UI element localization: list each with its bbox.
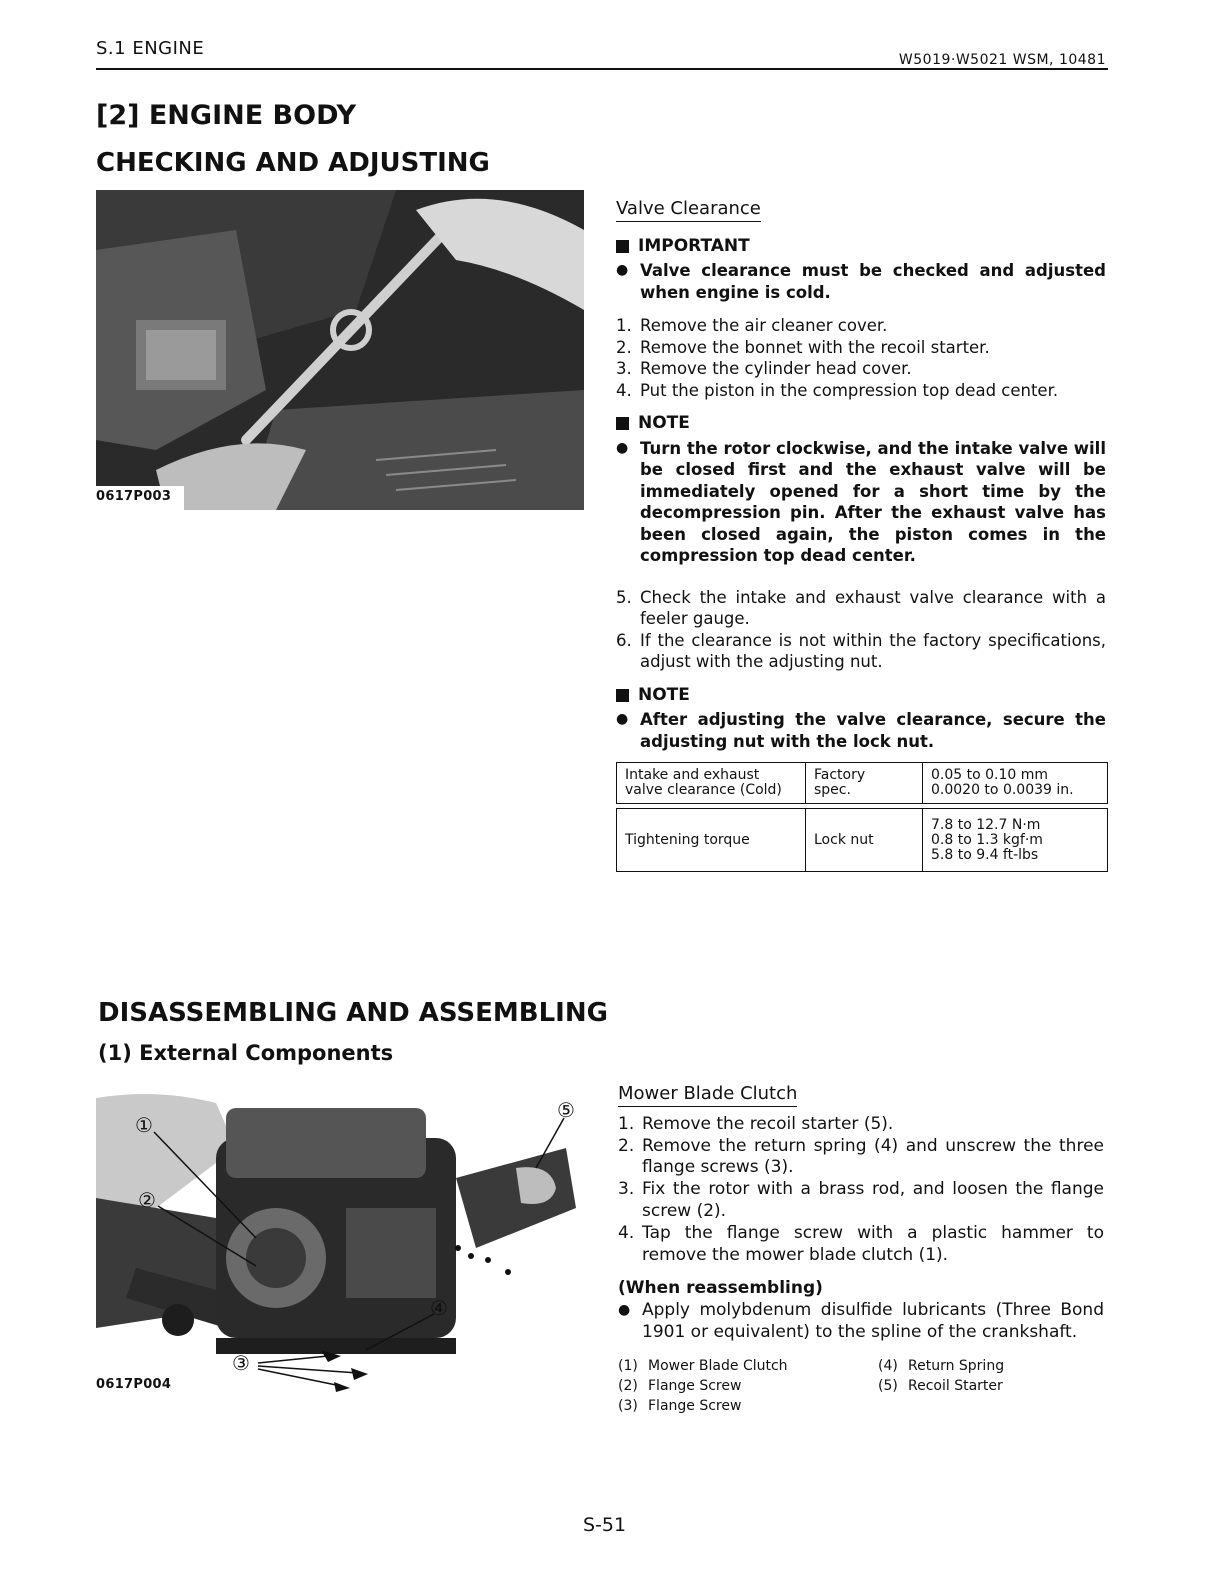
section-heading-checking: CHECKING AND ADJUSTING xyxy=(96,148,490,178)
square-bullet-icon xyxy=(616,689,629,702)
running-header-docref: W5019·W5021 WSM, 10481 xyxy=(898,52,1106,68)
reassembly-heading: (When reassembling) xyxy=(618,1278,823,1299)
list-item: 2. Remove the bonnet with the recoil starter. xyxy=(616,337,990,357)
callout-1: ① xyxy=(135,1113,153,1137)
list-item: 4. Tap the flange screw with a plastic hammer to remove the mower blade clutch (1). xyxy=(618,1222,1104,1265)
valve-clearance-heading: Valve Clearance xyxy=(616,198,761,222)
note-callout-2 xyxy=(616,685,1106,707)
square-bullet-icon xyxy=(616,417,629,430)
table-cell: Intake and exhaust valve clearance (Cold) xyxy=(617,763,806,804)
mower-clutch-column xyxy=(618,1083,1104,1416)
photo-label-2: 0617P004 xyxy=(96,1377,172,1392)
list-item: 5. Check the intake and exhaust valve clearance with a feeler gauge. xyxy=(616,587,1106,628)
steps-list-a xyxy=(616,315,1106,401)
list-item: 3. Fix the rotor with a brass rod, and loosen the flange screw (2). xyxy=(618,1179,1104,1221)
note-label: NOTE xyxy=(638,413,690,433)
list-item: 6. If the clearance is not within the factory specifications, adjust with the adjusting nut. xyxy=(616,630,1106,671)
mower-steps-list xyxy=(618,1114,1104,1267)
table-cell: 7.8 to 12.7 N·m 0.8 to 1.3 kgf·m 5.8 to 9.4 ft-lbs xyxy=(923,809,1108,872)
table-row xyxy=(617,763,1108,804)
spec-table-torque xyxy=(616,808,1108,872)
list-item: 3. Remove the cylinder head cover. xyxy=(616,359,912,378)
table-cell: Lock nut xyxy=(806,809,923,872)
engine-valve-photo xyxy=(96,190,584,510)
running-header-section: S.1 ENGINE xyxy=(96,38,205,59)
list-item: 1. Remove the recoil starter (5). xyxy=(618,1113,894,1134)
bullet-dot-icon: ● xyxy=(616,439,629,456)
reassembly-text: ● Apply molybdenum disulfide lubricants (Three Bond 1901 or equivalent) to the spline of the crankshaft. xyxy=(618,1300,1104,1342)
page-number: S-51 xyxy=(583,1514,627,1536)
legend xyxy=(618,1356,1104,1416)
section-heading-disassembling: DISASSEMBLING AND ASSEMBLING xyxy=(98,998,608,1028)
bullet-dot-icon: ● xyxy=(616,711,629,727)
legend-item: (1) Mower Blade Clutch xyxy=(618,1357,788,1374)
photo-label-1: 0617P003 xyxy=(96,489,172,504)
table-cell: Tightening torque xyxy=(617,809,806,872)
note-text-1: ● Turn the rotor clockwise, and the intake valve will be closed first and the exhaust valve will be immediately opened for a short time by the decompression pin. After the exhaust valve has been closed again, the piston comes in the compression top dead center. xyxy=(616,438,1106,565)
mower-clutch-photo xyxy=(96,1088,584,1398)
steps-list-b xyxy=(616,587,1106,673)
callout-2: ② xyxy=(138,1188,156,1212)
legend-item: (5) Recoil Starter xyxy=(878,1377,1003,1394)
table-cell: 0.05 to 0.10 mm 0.0020 to 0.0039 in. xyxy=(923,763,1108,804)
note-label: NOTE xyxy=(638,684,690,705)
important-text: ● Valve clearance must be checked and adjusted when engine is cold. xyxy=(616,261,1106,302)
legend-item: (3) Flange Screw xyxy=(618,1397,742,1414)
important-label: IMPORTANT xyxy=(638,235,750,256)
list-item: 2. Remove the return spring (4) and unscrew the three flange screws (3). xyxy=(618,1135,1104,1178)
mower-clutch-heading: Mower Blade Clutch xyxy=(618,1083,797,1107)
subsection-heading-external: (1) External Components xyxy=(98,1041,394,1065)
callout-5: ⑤ xyxy=(557,1098,575,1122)
legend-item: (4) Return Spring xyxy=(878,1357,1005,1374)
legend-item: (2) Flange Screw xyxy=(618,1377,742,1394)
callout-3: ③ xyxy=(232,1351,250,1375)
important-callout xyxy=(616,236,1106,258)
table-row xyxy=(617,809,1108,872)
bullet-dot-icon: ● xyxy=(616,262,629,278)
page-title: [2] ENGINE BODY xyxy=(96,100,357,131)
list-item: 4. Put the piston in the compression top dead center. xyxy=(616,380,1059,400)
callout-4: ④ xyxy=(430,1296,448,1320)
spec-table xyxy=(616,762,1108,804)
bullet-dot-icon: ● xyxy=(618,1302,631,1319)
note-callout-1 xyxy=(616,413,1106,435)
square-bullet-icon xyxy=(616,240,629,253)
header-rule xyxy=(96,68,1108,70)
table-cell: Factory spec. xyxy=(806,763,923,804)
note-text-2: ● After adjusting the valve clearance, secure the adjusting nut with the lock nut. xyxy=(616,710,1106,751)
valve-clearance-column xyxy=(616,198,1106,872)
list-item: 1. Remove the air cleaner cover. xyxy=(616,316,888,335)
